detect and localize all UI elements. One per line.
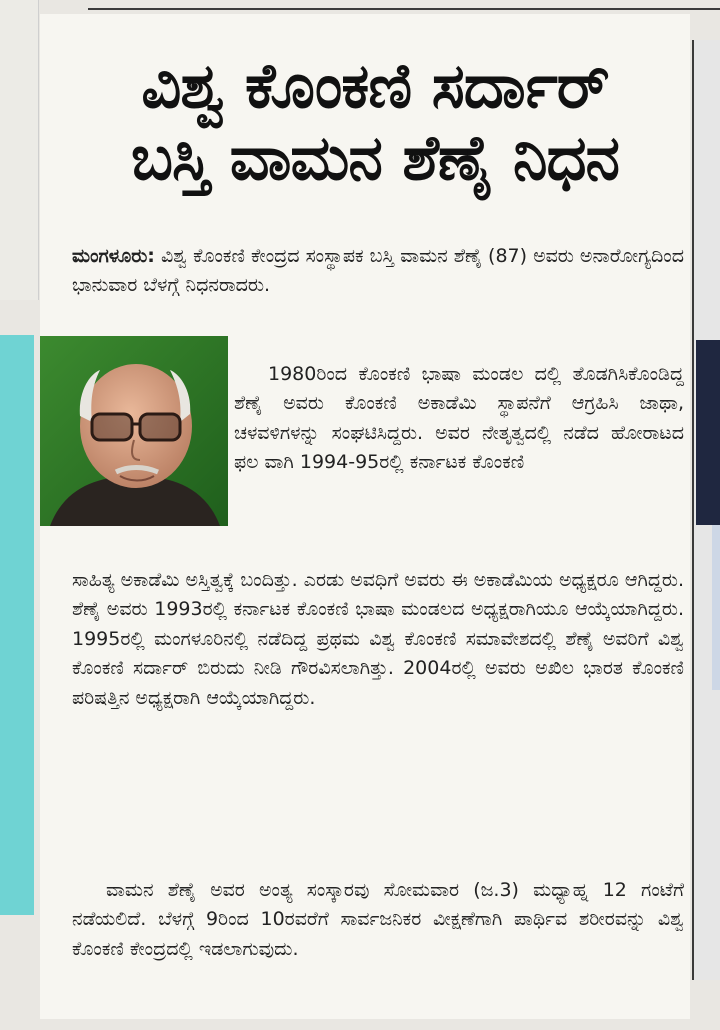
portrait-photo-image [40, 336, 228, 526]
neighbor-photo-edge [712, 525, 720, 690]
news-article [40, 14, 690, 1019]
paragraph-2-wrapped: 1980ರಿಂದ ಕೊಂಕಣಿ ಭಾಷಾ ಮಂಡಲ ದಲ್ಲಿ ತೊಡಗಿಸಿಕೊಂಡಿದ್ದ ಶೆಣೈ ಅವರು ಕೊಂಕಣಿ ಅಕಾಡೆಮಿ ಸ್ಥಾಪನೆಗೆ ಆಗ್ರಹಿಸಿ ಜಾಥಾ, ಚಳವಳಿಗಳನ್ನು ಸಂಘಟಿಸಿದ್ದರು. ಅವರ ನೇತೃತ್ವದಲ್ಲಿ ನಡೆದ ಹೋರಾಟದ ಫಲ ವಾಗಿ 1994-95ರಲ್ಲಿ ಕರ್ನಾಟಕ ಕೊಂಕಣಿ [234, 363, 684, 474]
neighbor-teal-panel [0, 335, 34, 915]
neighbor-clipping-left [0, 0, 39, 300]
headline [70, 50, 680, 194]
lead-paragraph [72, 242, 684, 301]
headline-line-1: ವಿಶ್ವ ಕೊಂಕಣಿ ಸರ್ದಾರ್ [141, 49, 609, 122]
dateline: ಮಂಗಳೂರು: [72, 245, 155, 267]
headline-line-2: ಬಸ್ತಿ ವಾಮನ ಶೆಣೈ ನಿಧನ [130, 121, 620, 194]
neighbor-photo [696, 340, 720, 525]
lead-text: ವಿಶ್ವ ಕೊಂಕಣಿ ಕೇಂದ್ರದ ಸಂಸ್ಥಾಪಕ ಬಸ್ತಿ ವಾಮನ ಶೆಣೈ (87) ಅವರು ಅನಾರೋಗ್ಯದಿಂದ ಭಾನುವಾರ ಬೆಳಗ್ಗೆ ನಿಧನರಾದರು. [72, 245, 684, 297]
paragraph-3: ವಾಮನ ಶೆಣೈ ಅವರ ಅಂತ್ಯ ಸಂಸ್ಕಾರವು ಸೋಮವಾರ (ಜ.3) ಮಧ್ಯಾಹ್ನ 12 ಗಂಟೆಗೆ ನಡೆಯಲಿದೆ. ಬೆಳಗ್ಗೆ 9ರಿಂದ 10ರವರೆಗೆ ಸಾರ್ವಜನಿಕರ ವೀಕ್ಷಣೆಗಾಗಿ ಪಾರ್ಥಿವ ಶರೀರವನ್ನು ವಿಶ್ವ ಕೊಂಕಣಿ ಕೇಂದ್ರದಲ್ಲಿ ಇಡಲಾಗುವುದು. [72, 879, 684, 960]
paragraph-2-continued: ಸಾಹಿತ್ಯ ಅಕಾಡೆಮಿ ಅಸ್ತಿತ್ವಕ್ಕೆ ಬಂದಿತ್ತು. ಎರಡು ಅವಧಿಗೆ ಅವರು ಈ ಅಕಾಡೆಮಿಯ ಅಧ್ಯಕ್ಷರೂ ಆಗಿದ್ದರು. ಶೆಣೈ ಅವರು 1993ರಲ್ಲಿ ಕರ್ನಾಟಕ ಕೊಂಕಣಿ ಭಾಷಾ ಮಂಡಲದ ಅಧ್ಯಕ್ಷರಾಗಿಯೂ ಆಯ್ಕೆಯಾಗಿದ್ದರು. 1995ರಲ್ಲಿ ಮಂಗಳೂರಿನಲ್ಲಿ ನಡೆದಿದ್ದ ಪ್ರಥಮ ವಿಶ್ವ ಕೊಂಕಣಿ ಸಮಾವೇಶದಲ್ಲಿ ಶೆಣೈ ಅವರಿಗೆ ವಿಶ್ವ ಕೊಂಕಣಿ ಸರ್ದಾರ್ ಬಿರುದು ನೀಡಿ ಗೌರವಿಸಲಾಗಿತ್ತು. 2004ರಲ್ಲಿ ಅವರು ಅಖಿಲ ಭಾರತ ಕೊಂಕಣಿ ಪರಿಷತ್ತಿನ ಅಧ್ಯಕ್ಷರಾಗಿ ಆಯ್ಕೆಯಾಗಿದ್ದರು. [72, 569, 684, 709]
top-rule [88, 8, 720, 10]
portrait-photo [40, 336, 228, 526]
column-rule [692, 40, 694, 980]
